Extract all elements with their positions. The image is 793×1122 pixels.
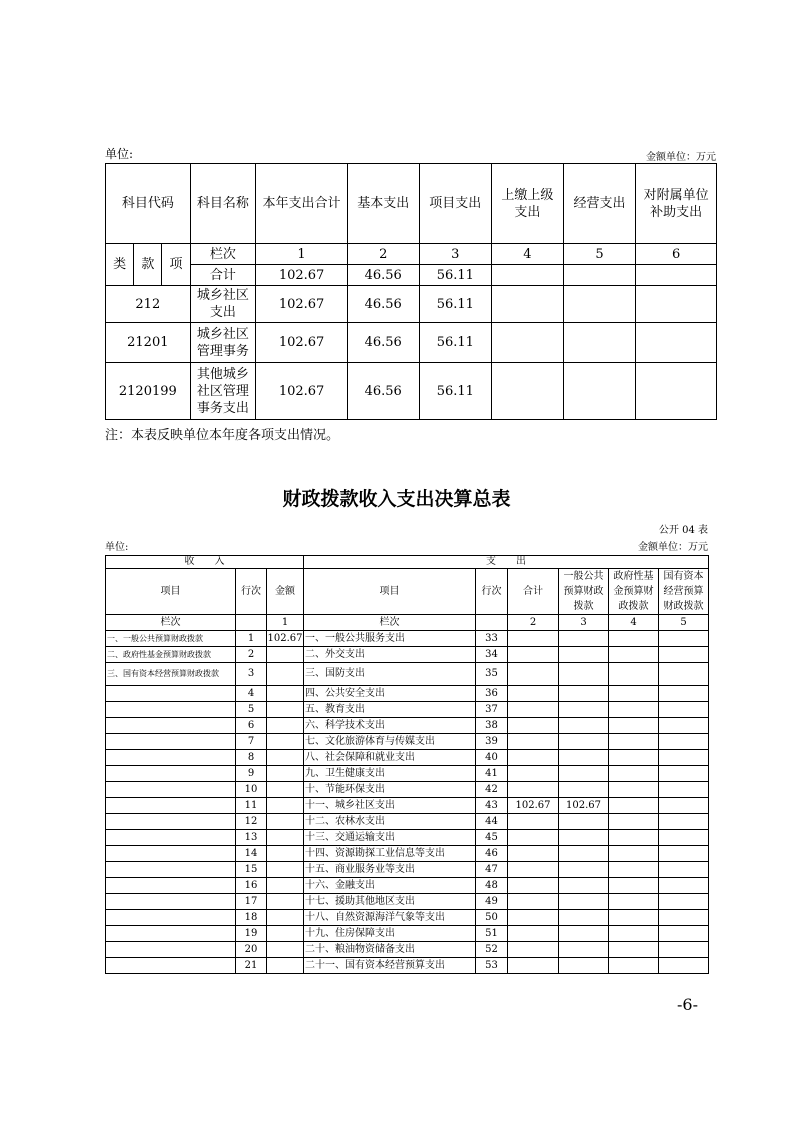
ex-line: 45 <box>476 830 508 846</box>
in-item <box>106 846 236 862</box>
t1-note: 注：本表反映单位本年度各项支出情况。 <box>105 428 340 443</box>
ex-item: 四、公共安全支出 <box>304 686 476 702</box>
ex-fund <box>609 878 659 894</box>
in-amount <box>267 910 304 926</box>
sub-kuan: 款 <box>134 244 162 286</box>
row-total: 102.67 <box>256 286 348 323</box>
ex-fund <box>609 926 659 942</box>
ex-state <box>659 894 709 910</box>
row-project: 56.11 <box>419 286 492 323</box>
ex-fund <box>609 910 659 926</box>
table-row <box>106 894 709 910</box>
row-total: 102.67 <box>256 363 348 420</box>
ex-total <box>508 894 559 910</box>
in-item <box>106 702 236 718</box>
ex-total <box>508 942 559 958</box>
heji-basic: 46.56 <box>347 265 419 286</box>
ex-general <box>559 750 609 766</box>
ex-line: 49 <box>476 894 508 910</box>
in-item <box>106 830 236 846</box>
h-general: 一般公共预算财政拨款 <box>559 569 609 615</box>
in-line: 6 <box>236 718 267 734</box>
ex-line: 51 <box>476 926 508 942</box>
page-number: -6- <box>677 995 698 1014</box>
ex-state <box>659 798 709 814</box>
ex-fund <box>609 750 659 766</box>
in-amount <box>267 798 304 814</box>
ex-general <box>559 958 609 974</box>
table-row <box>106 782 709 798</box>
ex-total <box>508 814 559 830</box>
ex-fund <box>609 702 659 718</box>
ex-fund <box>609 862 659 878</box>
table-row <box>106 926 709 942</box>
ex-total <box>508 631 559 647</box>
ex-general <box>559 894 609 910</box>
ex-general <box>559 718 609 734</box>
in-amount <box>267 718 304 734</box>
in-amount <box>267 750 304 766</box>
ex-state <box>659 958 709 974</box>
ex-item: 十、节能环保支出 <box>304 782 476 798</box>
ex-general <box>559 942 609 958</box>
in-line: 18 <box>236 910 267 926</box>
row-code: 21201 <box>106 323 191 363</box>
table-row <box>106 958 709 974</box>
ex-item: 十四、资源勘探工业信息等支出 <box>304 846 476 862</box>
table-row <box>106 766 709 782</box>
ex-general <box>559 631 609 647</box>
in-amount <box>267 766 304 782</box>
row-basic: 46.56 <box>347 286 419 323</box>
in-amount <box>267 926 304 942</box>
in-line: 19 <box>236 926 267 942</box>
lanci-col: 5 <box>563 244 636 265</box>
ex-state <box>659 686 709 702</box>
ex-state <box>659 782 709 798</box>
ex-item: 二十、粮油物资储备支出 <box>304 942 476 958</box>
in-amount: 102.67 <box>267 631 304 647</box>
ex-state <box>659 663 709 686</box>
table-row <box>106 814 709 830</box>
row-basic: 46.56 <box>347 323 419 363</box>
ex-state <box>659 766 709 782</box>
ex-fund <box>609 782 659 798</box>
ex-total <box>508 686 559 702</box>
ex-total <box>508 958 559 974</box>
table-row <box>106 942 709 958</box>
ex-line: 43 <box>476 798 508 814</box>
in-item <box>106 766 236 782</box>
ex-fund <box>609 894 659 910</box>
ex-state <box>659 702 709 718</box>
in-item <box>106 734 236 750</box>
ex-state <box>659 647 709 663</box>
h-item2: 项目 <box>304 569 476 615</box>
heji-label: 合计 <box>190 265 256 286</box>
in-line: 14 <box>236 846 267 862</box>
ex-line: 38 <box>476 718 508 734</box>
ex-total <box>508 702 559 718</box>
lanci-col: 2 <box>508 615 559 631</box>
table-row <box>106 846 709 862</box>
h-fund: 政府性基金预算财政拨款 <box>609 569 659 615</box>
lanci-label: 栏次 <box>190 244 256 265</box>
row-name: 城乡社区支出 <box>190 286 256 323</box>
header-basic: 基本支出 <box>347 164 419 244</box>
row-project: 56.11 <box>419 363 492 420</box>
ex-item: 十一、城乡社区支出 <box>304 798 476 814</box>
in-item <box>106 958 236 974</box>
ex-line: 42 <box>476 782 508 798</box>
ex-general <box>559 766 609 782</box>
ex-total <box>508 766 559 782</box>
ex-line: 52 <box>476 942 508 958</box>
ex-item: 十五、商业服务业等支出 <box>304 862 476 878</box>
table-row <box>106 734 709 750</box>
row-basic: 46.56 <box>347 363 419 420</box>
in-item <box>106 926 236 942</box>
in-amount <box>267 734 304 750</box>
ex-fund <box>609 942 659 958</box>
ex-general <box>559 734 609 750</box>
ex-total <box>508 830 559 846</box>
table-row <box>106 286 717 323</box>
header-code: 科目代码 <box>106 164 191 244</box>
ex-state <box>659 631 709 647</box>
table-row <box>106 878 709 894</box>
ex-fund <box>609 846 659 862</box>
in-item <box>106 718 236 734</box>
ex-total <box>508 734 559 750</box>
fiscal-summary-table <box>105 555 709 974</box>
ex-general <box>559 814 609 830</box>
lanci-label2: 栏次 <box>304 615 476 631</box>
ex-total <box>508 647 559 663</box>
ex-state <box>659 814 709 830</box>
h-item: 项目 <box>106 569 236 615</box>
ex-item: 十九、住房保障支出 <box>304 926 476 942</box>
lanci-col: 4 <box>609 615 659 631</box>
form-number: 公开 04 表 <box>658 525 708 536</box>
ex-line: 41 <box>476 766 508 782</box>
expense-header: 支 出 <box>304 556 709 569</box>
in-item <box>106 894 236 910</box>
header-subsidy: 对附属单位补助支出 <box>636 164 717 244</box>
table-row <box>106 647 709 663</box>
in-line: 3 <box>236 663 267 686</box>
ex-state <box>659 830 709 846</box>
ex-item: 十六、金融支出 <box>304 878 476 894</box>
in-amount <box>267 702 304 718</box>
ex-state <box>659 926 709 942</box>
h-total: 合计 <box>508 569 559 615</box>
in-amount <box>267 647 304 663</box>
lanci-col: 4 <box>492 244 564 265</box>
in-amount <box>267 663 304 686</box>
ex-general <box>559 926 609 942</box>
ex-general <box>559 878 609 894</box>
header-name: 科目名称 <box>190 164 256 244</box>
ex-fund <box>609 647 659 663</box>
lanci-label: 栏次 <box>106 615 236 631</box>
ex-item: 七、文化旅游体育与传媒支出 <box>304 734 476 750</box>
in-item: 三、国有资本经营预算财政拨款 <box>106 663 236 686</box>
ex-general <box>559 910 609 926</box>
in-item <box>106 798 236 814</box>
in-item: 一、一般公共预算财政拨款 <box>106 631 236 647</box>
ex-total <box>508 718 559 734</box>
ex-state <box>659 862 709 878</box>
ex-line: 47 <box>476 862 508 878</box>
ex-total <box>508 846 559 862</box>
in-amount <box>267 686 304 702</box>
ex-fund <box>609 958 659 974</box>
header-upper: 上缴上级支出 <box>492 164 564 244</box>
sub-lei: 类 <box>106 244 134 286</box>
ex-line: 33 <box>476 631 508 647</box>
in-line: 12 <box>236 814 267 830</box>
ex-state <box>659 750 709 766</box>
table-row <box>106 798 709 814</box>
in-line: 8 <box>236 750 267 766</box>
lanci-col: 3 <box>419 244 492 265</box>
in-amount <box>267 958 304 974</box>
ex-item: 十七、援助其他地区支出 <box>304 894 476 910</box>
ex-state <box>659 734 709 750</box>
in-line: 5 <box>236 702 267 718</box>
ex-fund <box>609 631 659 647</box>
expenditure-table <box>105 163 717 420</box>
ex-total <box>508 862 559 878</box>
ex-line: 53 <box>476 958 508 974</box>
ex-fund <box>609 814 659 830</box>
ex-fund <box>609 766 659 782</box>
in-amount <box>267 878 304 894</box>
ex-item: 九、卫生健康支出 <box>304 766 476 782</box>
ex-line: 35 <box>476 663 508 686</box>
ex-item: 十八、自然资源海洋气象等支出 <box>304 910 476 926</box>
in-item <box>106 862 236 878</box>
ex-line: 34 <box>476 647 508 663</box>
ex-total <box>508 910 559 926</box>
in-line: 1 <box>236 631 267 647</box>
ex-item: 十三、交通运输支出 <box>304 830 476 846</box>
ex-total <box>508 782 559 798</box>
ex-general <box>559 647 609 663</box>
row-name: 其他城乡社区管理事务支出 <box>190 363 256 420</box>
ex-fund <box>609 734 659 750</box>
ex-total: 102.67 <box>508 798 559 814</box>
in-amount <box>267 942 304 958</box>
ex-line: 46 <box>476 846 508 862</box>
ex-line: 37 <box>476 702 508 718</box>
ex-fund <box>609 718 659 734</box>
ex-fund <box>609 663 659 686</box>
ex-total <box>508 663 559 686</box>
in-amount <box>267 894 304 910</box>
ex-item: 二、外交支出 <box>304 647 476 663</box>
ex-general <box>559 846 609 862</box>
ex-state <box>659 910 709 926</box>
in-amount <box>267 846 304 862</box>
in-item <box>106 942 236 958</box>
ex-general <box>559 830 609 846</box>
row-code: 2120199 <box>106 363 191 420</box>
header-project: 项目支出 <box>419 164 492 244</box>
ex-fund <box>609 798 659 814</box>
in-line: 20 <box>236 942 267 958</box>
table-row <box>106 830 709 846</box>
in-amount <box>267 782 304 798</box>
ex-general: 102.67 <box>559 798 609 814</box>
h-state: 国有资本经营预算财政拨款 <box>659 569 709 615</box>
in-item: 二、政府性基金预算财政拨款 <box>106 647 236 663</box>
table-row <box>106 363 717 420</box>
table-row <box>106 686 709 702</box>
ex-item: 三、国防支出 <box>304 663 476 686</box>
h-line: 行次 <box>236 569 267 615</box>
table-row <box>106 718 709 734</box>
ex-item: 五、教育支出 <box>304 702 476 718</box>
table-row <box>106 702 709 718</box>
heji-total: 102.67 <box>256 265 348 286</box>
ex-state <box>659 718 709 734</box>
t1-unit-label: 单位: <box>105 147 134 161</box>
ex-general <box>559 663 609 686</box>
ex-state <box>659 878 709 894</box>
ex-line: 44 <box>476 814 508 830</box>
lanci-col: 2 <box>347 244 419 265</box>
table-row <box>106 631 709 647</box>
ex-total <box>508 926 559 942</box>
lanci-col: 6 <box>636 244 717 265</box>
ex-line: 36 <box>476 686 508 702</box>
ex-total <box>508 750 559 766</box>
income-header: 收 入 <box>106 556 304 569</box>
sub-xiang: 项 <box>162 244 190 286</box>
in-line: 13 <box>236 830 267 846</box>
header-business: 经营支出 <box>563 164 636 244</box>
in-line: 4 <box>236 686 267 702</box>
page-title: 财政拨款收入支出决算总表 <box>282 488 511 510</box>
in-line: 11 <box>236 798 267 814</box>
row-total: 102.67 <box>256 323 348 363</box>
header-total: 本年支出合计 <box>256 164 348 244</box>
lanci-col: 1 <box>256 244 348 265</box>
t2-amount-unit: 金额单位：万元 <box>638 542 708 553</box>
ex-line: 50 <box>476 910 508 926</box>
in-item <box>106 686 236 702</box>
ex-general <box>559 782 609 798</box>
t1-amount-unit: 金额单位：万元 <box>646 152 716 163</box>
row-code: 212 <box>106 286 191 323</box>
ex-fund <box>609 686 659 702</box>
in-line: 16 <box>236 878 267 894</box>
in-line: 7 <box>236 734 267 750</box>
ex-line: 48 <box>476 878 508 894</box>
in-line: 10 <box>236 782 267 798</box>
in-item <box>106 814 236 830</box>
lanci-col: 5 <box>659 615 709 631</box>
in-line: 15 <box>236 862 267 878</box>
in-line: 9 <box>236 766 267 782</box>
t2-unit-label: 单位: <box>105 542 129 553</box>
h-amount: 金额 <box>267 569 304 615</box>
ex-line: 40 <box>476 750 508 766</box>
in-line: 2 <box>236 647 267 663</box>
in-amount <box>267 830 304 846</box>
ex-general <box>559 702 609 718</box>
in-item <box>106 878 236 894</box>
ex-item: 八、社会保障和就业支出 <box>304 750 476 766</box>
in-line: 17 <box>236 894 267 910</box>
in-item <box>106 782 236 798</box>
in-amount <box>267 862 304 878</box>
ex-item: 二十一、国有资本经营预算支出 <box>304 958 476 974</box>
in-item <box>106 750 236 766</box>
in-item <box>106 910 236 926</box>
table-row <box>106 323 717 363</box>
ex-fund <box>609 830 659 846</box>
lanci-col: 1 <box>267 615 304 631</box>
heji-project: 56.11 <box>419 265 492 286</box>
table-row <box>106 663 709 686</box>
ex-item: 六、科学技术支出 <box>304 718 476 734</box>
ex-state <box>659 846 709 862</box>
table-row <box>106 910 709 926</box>
row-name: 城乡社区管理事务 <box>190 323 256 363</box>
in-amount <box>267 814 304 830</box>
h-line2: 行次 <box>476 569 508 615</box>
ex-item: 十二、农林水支出 <box>304 814 476 830</box>
ex-item: 一、一般公共服务支出 <box>304 631 476 647</box>
in-line: 21 <box>236 958 267 974</box>
row-project: 56.11 <box>419 323 492 363</box>
ex-line: 39 <box>476 734 508 750</box>
table-row <box>106 862 709 878</box>
ex-total <box>508 878 559 894</box>
ex-general <box>559 686 609 702</box>
ex-general <box>559 862 609 878</box>
table-row <box>106 750 709 766</box>
ex-state <box>659 942 709 958</box>
lanci-col: 3 <box>559 615 609 631</box>
